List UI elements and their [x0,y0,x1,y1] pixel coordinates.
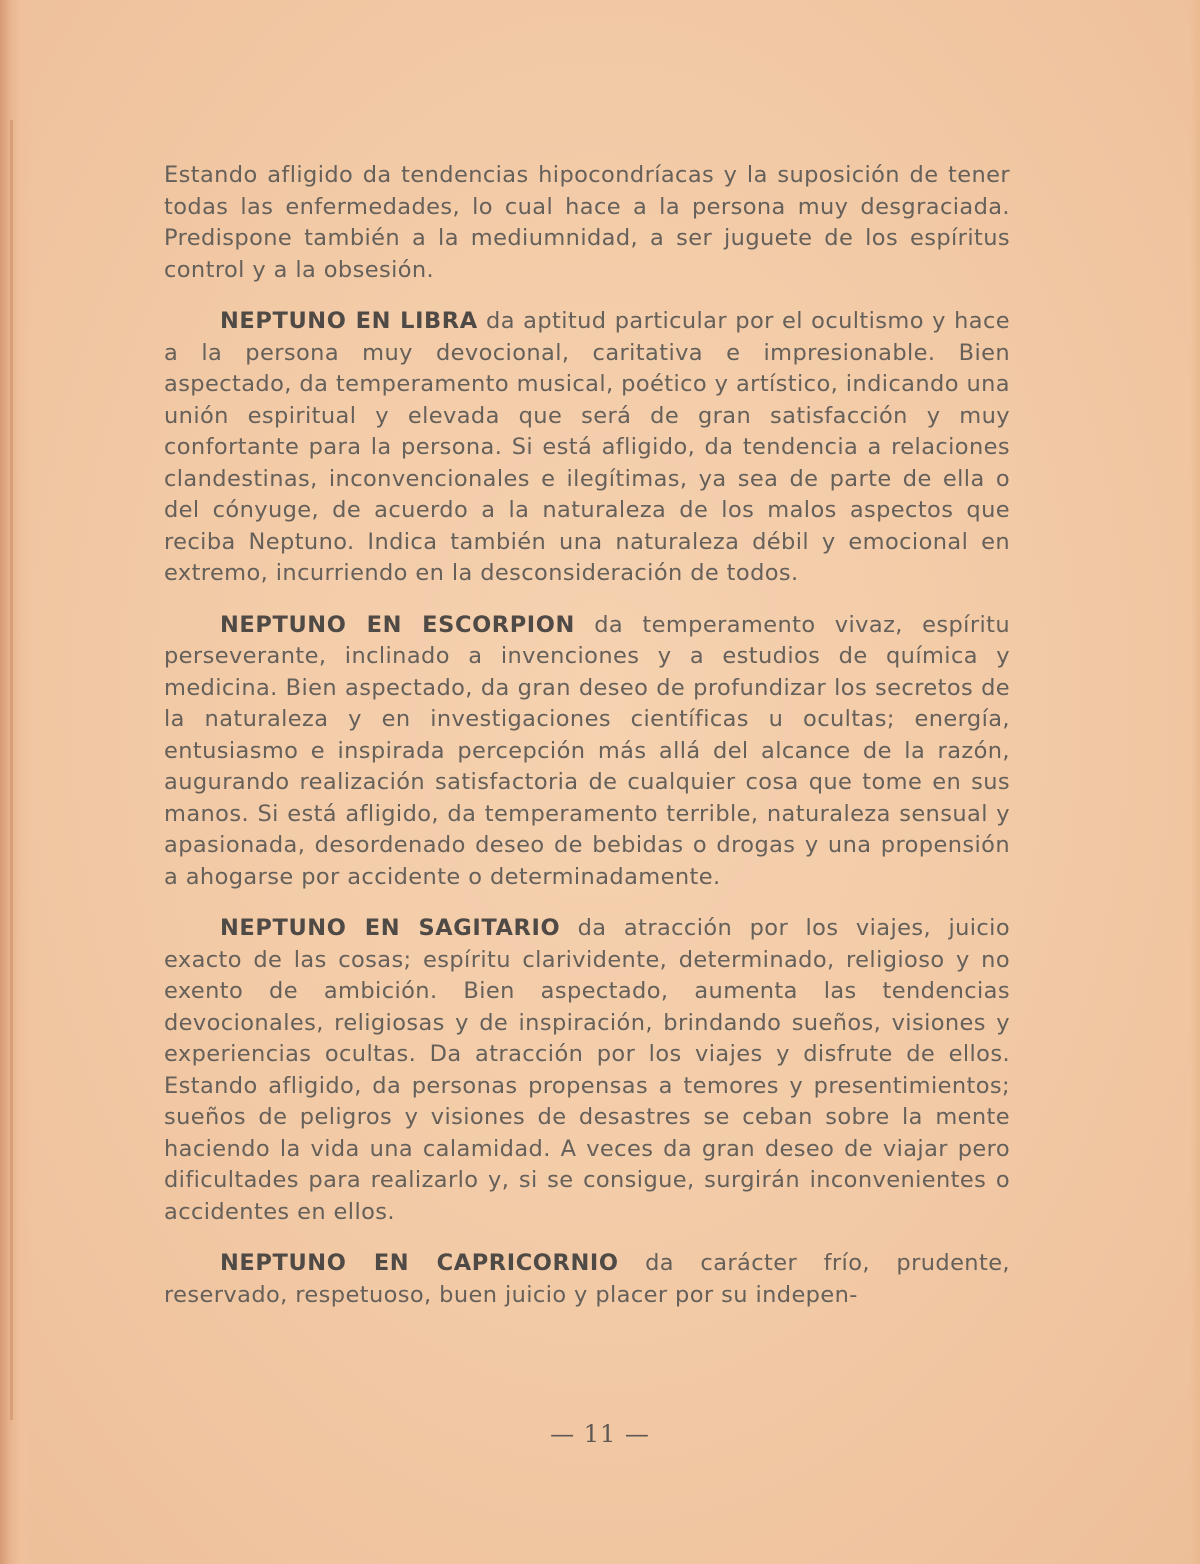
page-number: — 11 — [550,1420,650,1448]
paragraph-text: Estando afligido da tendencias hipocondríacas y la suposición de tener todas las enfermedades, lo cual hace a la persona muy desgraciada. Predispone también a la mediumnidad, a ser juguete de los espíritus control y a la obsesión. [164,162,1010,283]
body-text [164,160,1010,1331]
paragraph-sagitario [164,913,1010,1228]
paragraph-escorpion [164,610,1010,894]
paragraph-text: da atracción por los viajes, juicio exacto de las cosas; espíritu clarividente, determinado, religioso y no exento de ambición. Bien aspectado, aumenta las tendencias devocionales, religiosas y de inspiración, brindando sueños, visiones y experiencias ocultas. Da atracción por los viajes y disfrute de ellos. Estando afligido, da personas propensas a temores y presentimientos; sueños de peligros y visiones de desastres se ceban sobre la mente haciendo la vida una calamidad. A veces da gran deseo de viajar pero dificultades para realizarlo y, si se consigue, surgirán inconvenientes o accidentes en ellos. [164,915,1010,1225]
binding-line [10,120,13,1420]
paragraph-text: da aptitud particular por el ocultismo y hace a la persona muy devocional, caritativa e impresionable. Bien aspectado, da temperamento musical, poético y artístico, indicando una unión espiritual y elevada que será de gran satisfacción y muy confortante para la persona. Si está afligido, da tendencia a relaciones clandestinas, inconvencionales e ilegítimas, ya sea de parte de ella o del cónyuge, de acuerdo a la naturaleza de los malos aspectos que reciba Neptuno. Indica también una naturaleza débil y emocional en extremo, incurriendo en la desconsideración de todos. [164,308,1010,586]
paragraph-text: da temperamento vivaz, espíritu perseverante, inclinado a invenciones y a estudios de química y medicina. Bien aspectado, da gran deseo de profundizar los secretos de la naturaleza y en investigaciones científicas u ocultas; energía, entusiasmo e inspirada percepción más allá del alcance de la razón, augurando realización satisfactoria de cualquier cosa que tome en sus manos. Si está afligido, da temperamento terrible, naturaleza sensual y apasionada, desordenado deseo de bebidas o drogas y una propensión a ahogarse por accidente o determinadamente. [164,611,1010,890]
paragraph-capricornio [164,1248,1010,1311]
paragraph [164,160,1010,286]
paragraph-text: da carácter frío, prudente, reservado, respetuoso, buen juicio y placer por su indepen- [164,1250,1010,1308]
page-right-edge [1190,0,1200,1564]
paragraph-heading: NEPTUNO EN CAPRICORNIO [220,1250,619,1276]
paragraph-heading: NEPTUNO EN ESCORPION [220,611,575,638]
page-left-edge [0,0,34,1564]
paragraph-heading: NEPTUNO EN LIBRA [220,308,478,334]
paragraph-heading: NEPTUNO EN SAGITARIO [220,915,561,941]
paragraph-libra [164,306,1010,590]
